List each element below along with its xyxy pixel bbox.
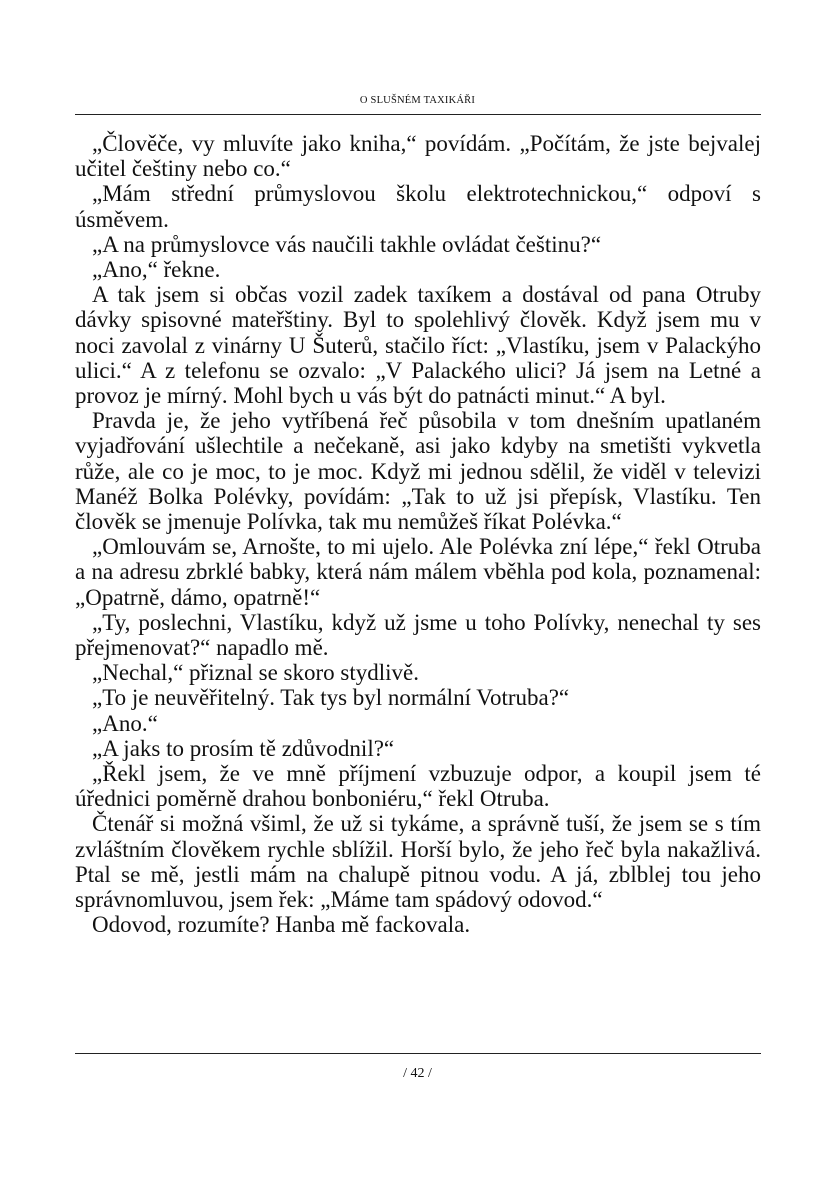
paragraph: „Ano.“ [92, 710, 158, 736]
header-rule [75, 114, 761, 115]
paragraph: Pravda je, že jeho vytříbená řeč působila v tom dnešním upatlaném vyjadřování ušlechtile a nečekaně, asi jako kdyby na smetišti vykvetla růže, ale co je moc, to je moc. Když mi jednou sdělil, že viděl v televizi Manéž Bolka Polévky, povídám: „Tak to už jsi přepísk, Vlastíku. Ten člověk se jmenuje Polívka, tak mu nemůžeš říkat Polévka.“ [75, 408, 761, 535]
paragraph: „Ano,“ řekne. [92, 257, 221, 283]
paragraph: Odovod, rozumíte? Hanba mě fackovala. [92, 912, 471, 938]
paragraph: „Mám střední průmyslovou školu elektrotechnickou,“ odpoví s úsměvem. [75, 181, 761, 232]
running-head: O SLUŠNÉM TAXIKÁŘI [359, 95, 476, 106]
page-number: / 42 / [403, 1066, 432, 1081]
paragraph: „To je neuvěřitelný. Tak tys byl normální Votruba?“ [92, 685, 570, 711]
paragraph: A tak jsem si občas vozil zadek taxíkem a dostával od pana Otruby dávky spisovné mateřštiny. Byl to spolehlivý člověk. Když jsem mu v noci zavolal z vinárny U Šuterů, stačilo říct: „Vlastíku, jsem v Palackýho ulici.“ A z telefonu se ozvalo: „V Palackého ulici? Já jsem na Letné a provoz je mírný. Mohl bych u vás být do patnácti minut.“ A byl. [75, 282, 761, 409]
paragraph: „A jaks to prosím tě zdůvodnil?“ [92, 735, 395, 761]
paragraph: „Člověče, vy mluvíte jako kniha,“ povídám. „Počítám, že jste bejvalej učitel češtiny nebo co.“ [75, 131, 761, 182]
paragraph: Čtenář si možná všiml, že už si tykáme, a správně tuší, že jsem se s tím zvláštním člověkem rychle sblížil. Horší bylo, že jeho řeč byla nakažlivá. Ptal se mě, jestli mám na chalupě pitnou vodu. A já, zblblej tou jeho správnomluvou, jsem řek: „Máme tam spádový odovod.“ [75, 811, 761, 913]
paragraph: „Omlouvám se, Arnošte, to mi ujelo. Ale Polévka zní lépe,“ řekl Otruba a na adresu zbrklé babky, která nám málem vběhla pod kola, poznamenal: „Opatrně, dámo, opatrně!“ [75, 534, 761, 610]
paragraph: „Ty, poslechni, Vlastíku, když už jsme u toho Polívky, nenechal ty ses přejmenovat?“ napadlo mě. [75, 609, 761, 661]
paragraph: „A na průmyslovce vás naučili takhle ovládat češtinu?“ [92, 231, 602, 257]
paragraph: „Řekl jsem, že ve mně příjmení vzbuzuje odpor, a koupil jsem té úřednici poměrně drahou bonboniéru,“ řekl Otruba. [75, 761, 761, 812]
paragraph: „Nechal,“ přiznal se skoro stydlivě. [92, 660, 419, 686]
footer-rule [75, 1053, 761, 1054]
body-text [75, 131, 761, 938]
